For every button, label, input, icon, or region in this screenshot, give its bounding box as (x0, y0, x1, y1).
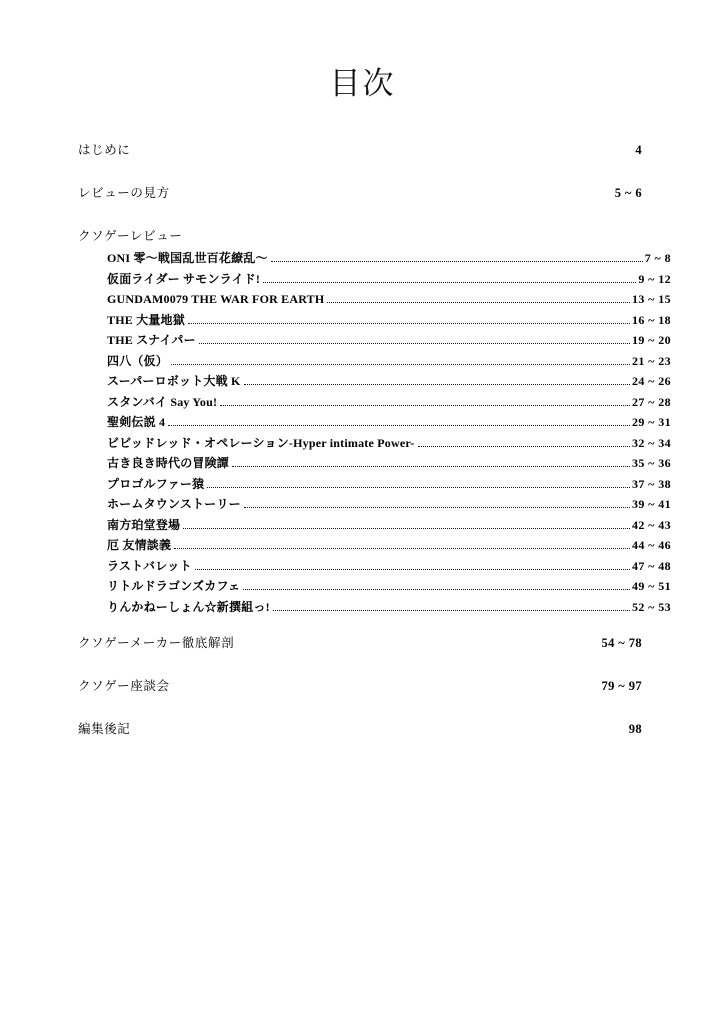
toc-entry-label: ONI 零〜戦国乱世百花繚乱〜 (107, 251, 268, 265)
toc-entry[interactable] (78, 477, 671, 492)
toc-entry[interactable] (78, 579, 671, 594)
toc-entry-pages: 4 (635, 143, 642, 157)
toc-leader-dots (173, 679, 600, 690)
toc-leader-dots (327, 291, 630, 303)
toc-entry-pages: 42 ~ 43 (631, 517, 671, 532)
toc-leader-dots (273, 599, 630, 611)
toc-entry-label: クソゲーメーカー徹底解剖 (78, 635, 235, 650)
toc-entry-label: 聖剣伝説 4 (107, 415, 166, 429)
toc-entry-label: THE スナイパー (107, 333, 196, 347)
toc-entry[interactable] (78, 679, 642, 694)
toc-leader-dots (244, 496, 630, 508)
toc-entry-label: はじめに (78, 143, 131, 157)
toc-leader-dots (271, 250, 643, 262)
toc-entry-label: 四八（仮） (107, 353, 169, 368)
toc-entry-pages: 39 ~ 41 (631, 497, 671, 511)
toc-entry-pages: 47 ~ 48 (631, 558, 671, 573)
toc-entry-pages: 16 ~ 18 (631, 312, 671, 327)
toc-entry[interactable] (78, 251, 671, 266)
toc-leader-dots (207, 476, 630, 488)
toc-entry-pages: 37 ~ 38 (631, 476, 671, 491)
toc-leader-dots (195, 558, 630, 570)
toc-entry-label: プロゴルファー猿 (107, 476, 205, 491)
toc-entry-pages: 54 ~ 78 (601, 635, 642, 650)
toc-entry-label: 古き良き時代の冒険譚 (107, 456, 230, 470)
toc-entry[interactable] (78, 143, 642, 158)
toc-entry-label: ラストバレット (107, 558, 192, 573)
toc-entry-label: リトルドラゴンズカフェ (107, 579, 241, 593)
toc-entry-label: 仮面ライダー サモンライド! (107, 271, 261, 286)
toc-leader-dots (220, 394, 630, 406)
toc-entry-pages: 19 ~ 20 (631, 333, 671, 347)
toc-entry[interactable] (78, 229, 642, 244)
toc-entry-label: クソゲーレビュー (78, 229, 183, 243)
toc-leader-dots (185, 229, 640, 240)
toc-entry[interactable] (78, 272, 671, 287)
toc-entry[interactable] (78, 186, 642, 201)
toc-leader-dots (188, 312, 630, 324)
toc-leader-dots (237, 636, 599, 647)
toc-entry-pages: 98 (628, 721, 642, 736)
toc-leader-dots (243, 578, 630, 590)
toc-leader-dots (244, 373, 630, 385)
toc-entry[interactable] (78, 538, 671, 553)
toc-entry-label: THE 大量地獄 (107, 312, 185, 327)
toc-leader-dots (173, 186, 613, 197)
toc-leader-dots (199, 332, 630, 344)
toc-entry[interactable] (78, 497, 671, 512)
toc-entry-pages: 49 ~ 51 (631, 579, 671, 593)
toc-entry-pages: 24 ~ 26 (631, 374, 671, 388)
toc-entry-pages: 27 ~ 28 (631, 394, 671, 409)
toc-leader-dots (133, 143, 633, 154)
toc-leader-dots (174, 537, 630, 549)
toc-entry-label: 編集後記 (78, 721, 131, 736)
toc-entry[interactable] (78, 722, 642, 737)
page-title: 目次 (329, 66, 396, 101)
toc-entry[interactable] (78, 395, 671, 410)
toc-entry-label: クソゲー座談会 (78, 678, 170, 693)
toc-entry-label: スーパーロボット大戦 K (107, 374, 241, 388)
toc-entry-pages: 79 ~ 97 (601, 678, 642, 693)
toc-entry-label: スタンバイ Say You! (107, 394, 218, 409)
toc-entry[interactable] (78, 518, 671, 533)
toc-entry-pages: 21 ~ 23 (631, 353, 671, 368)
toc-entry[interactable] (78, 600, 671, 615)
toc-entry[interactable] (78, 636, 642, 651)
toc-leader-dots (168, 414, 630, 426)
toc-entry-pages: 7 ~ 8 (644, 251, 671, 265)
toc-entry-pages: 35 ~ 36 (631, 456, 671, 470)
toc-entry-label: 厄 友情談義 (107, 538, 172, 552)
toc-entry-pages: 29 ~ 31 (631, 415, 671, 429)
toc-entry-pages: 5 ~ 6 (614, 186, 642, 200)
toc-entry[interactable] (78, 354, 671, 369)
toc-leader-dots (133, 722, 626, 733)
toc-entry-label: GUNDAM0079 THE WAR FOR EARTH (107, 292, 325, 306)
toc-entry[interactable] (78, 374, 671, 389)
toc-entry-label: レビューの見方 (78, 186, 170, 200)
toc-entry[interactable] (78, 456, 671, 471)
toc-entry-label: ホームタウンストーリー (107, 497, 241, 511)
toc-entry[interactable] (78, 559, 671, 574)
toc-entry[interactable] (78, 333, 671, 348)
toc-leader-dots (183, 517, 630, 529)
toc-entry-pages: 32 ~ 34 (631, 435, 671, 450)
toc-leader-dots (418, 435, 630, 447)
toc-entry-label: ビビッドレッド・オペレーション-Hyper intimate Power- (107, 435, 415, 450)
toc-entry-pages: 9 ~ 12 (638, 271, 671, 286)
toc-leader-dots (171, 353, 630, 365)
toc-entry-pages: 52 ~ 53 (631, 599, 671, 614)
toc-entry[interactable] (78, 415, 671, 430)
toc-entry-pages: 44 ~ 46 (631, 538, 671, 552)
toc-leader-dots (232, 455, 630, 467)
toc-entry-label: りんかねーしょん☆新撰組っ! (107, 599, 270, 614)
toc-entry-label: 南方珀堂登場 (107, 517, 181, 532)
toc-entry-pages: 13 ~ 15 (631, 292, 671, 306)
table-of-contents (78, 143, 671, 765)
toc-entry[interactable] (78, 292, 671, 307)
toc-entry[interactable] (78, 436, 671, 451)
toc-entry[interactable] (78, 313, 671, 328)
toc-leader-dots (263, 271, 636, 283)
